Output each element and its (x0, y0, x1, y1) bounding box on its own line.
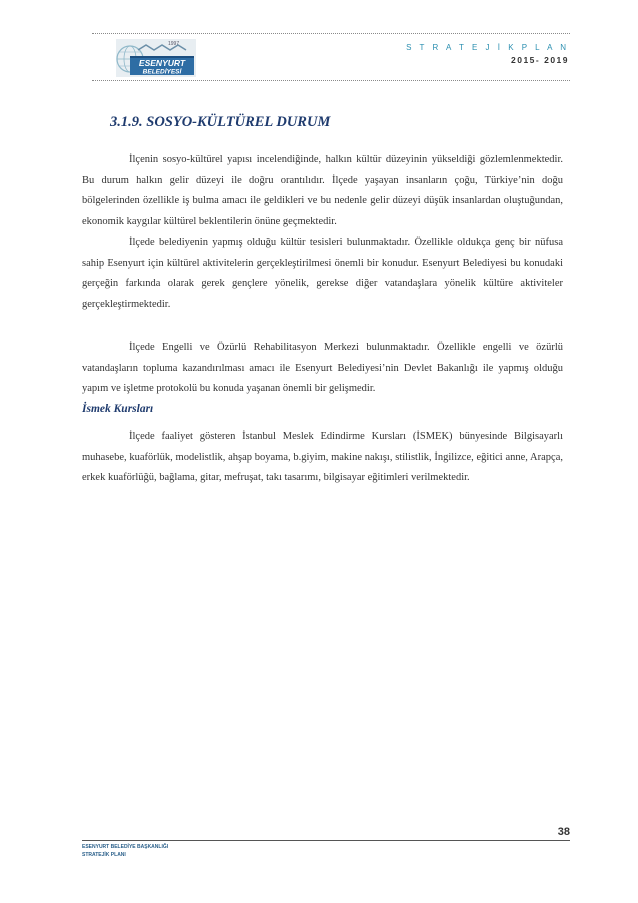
footer-line2: STRATEJİK PLANI (82, 852, 126, 858)
esenyurt-belediyesi-logo (116, 39, 196, 77)
logo-year: 1997 (168, 41, 180, 47)
paragraph-cultural-structure: İlçenin sosyo-kültürel yapısı incelendiğinde, halkın kültür düzeyinin yükseldiği gözlemlenmektedir. Bu durum halkın gelir düzeyi ile doğru orantılıdır. İlçede yaşayan insanların çoğu, Türkiye’nin doğu bölgelerinden özellikle iş bulma amacı ile geldikleri ve bu nedenle gelir düzeyi düşük insanlardan oluştuğundan, ekonomik kaygılar kültürel beklentilerin önüne geçmektedir. (82, 154, 563, 227)
paragraph-rehabilitation-center: İlçede Engelli ve Özürlü Rehabilitasyon Merkezi bulunmaktadır. Özellikle engelli ve özürlü vatandaşların topluma kazandırılması amacı ile Esenyurt Belediyesi’nin Devlet Bakanlığı ile yapmış olduğu yapım ve işletme protokolü bu konuda yaşanan önemli bir gelişmedir. (82, 342, 563, 395)
logo-name-line1: ESENYURT (138, 58, 186, 68)
paragraph-ismek-courses: İlçede faaliyet gösteren İstanbul Meslek Edindirme Kursları (İSMEK) bünyesinde Bilgisayarlı muhasebe, kuaförlük, modelistlik, ahşap boyama, b.giyim, makine nakışı, stilistlik, İngilizce, eğitici anne, Arapça, erkek kuaförlüğü, bağlama, gitar, mefruşat, takı tasarımı, bilgisayar eğitimleri verilmektedir. (82, 431, 563, 484)
header-top-dotted-divider (92, 33, 570, 34)
plan-years: 2015- 2019 (510, 55, 569, 65)
subheading-ismek-courses: İsmek Kursları (82, 403, 154, 415)
paragraph-cultural-facilities: İlçede belediyenin yapmış olduğu kültür tesisleri bulunmaktadır. Özellikle oldukça genç bir nüfusa sahip Esenyurt için kültürel aktivitelerin gerçekleştirilmesi önemli bir konudur. Esenyurt Belediyesi bu konudaki gerçeğin farkında olarak gerek gençlere yönelik, gerekse diğer vatandaşlara yönelik kültüre aktiviteler gerçekleştirmektedir. (82, 237, 563, 310)
page-number: 38 (557, 826, 570, 838)
logo-name-line2: BELEDİYESİ (142, 68, 182, 76)
header-bottom-dotted-divider (92, 80, 570, 81)
footer-divider (82, 840, 570, 841)
footer-text (82, 843, 168, 859)
header-plan-label (406, 43, 569, 65)
footer-line1: ESENYURT BELEDİYE BAŞKANLIĞI (82, 844, 169, 850)
section-title: 3.1.9. SOSYO-KÜLTÜREL DURUM (110, 114, 331, 130)
plan-title: S T R A T E J İ K P L A N (406, 43, 569, 52)
